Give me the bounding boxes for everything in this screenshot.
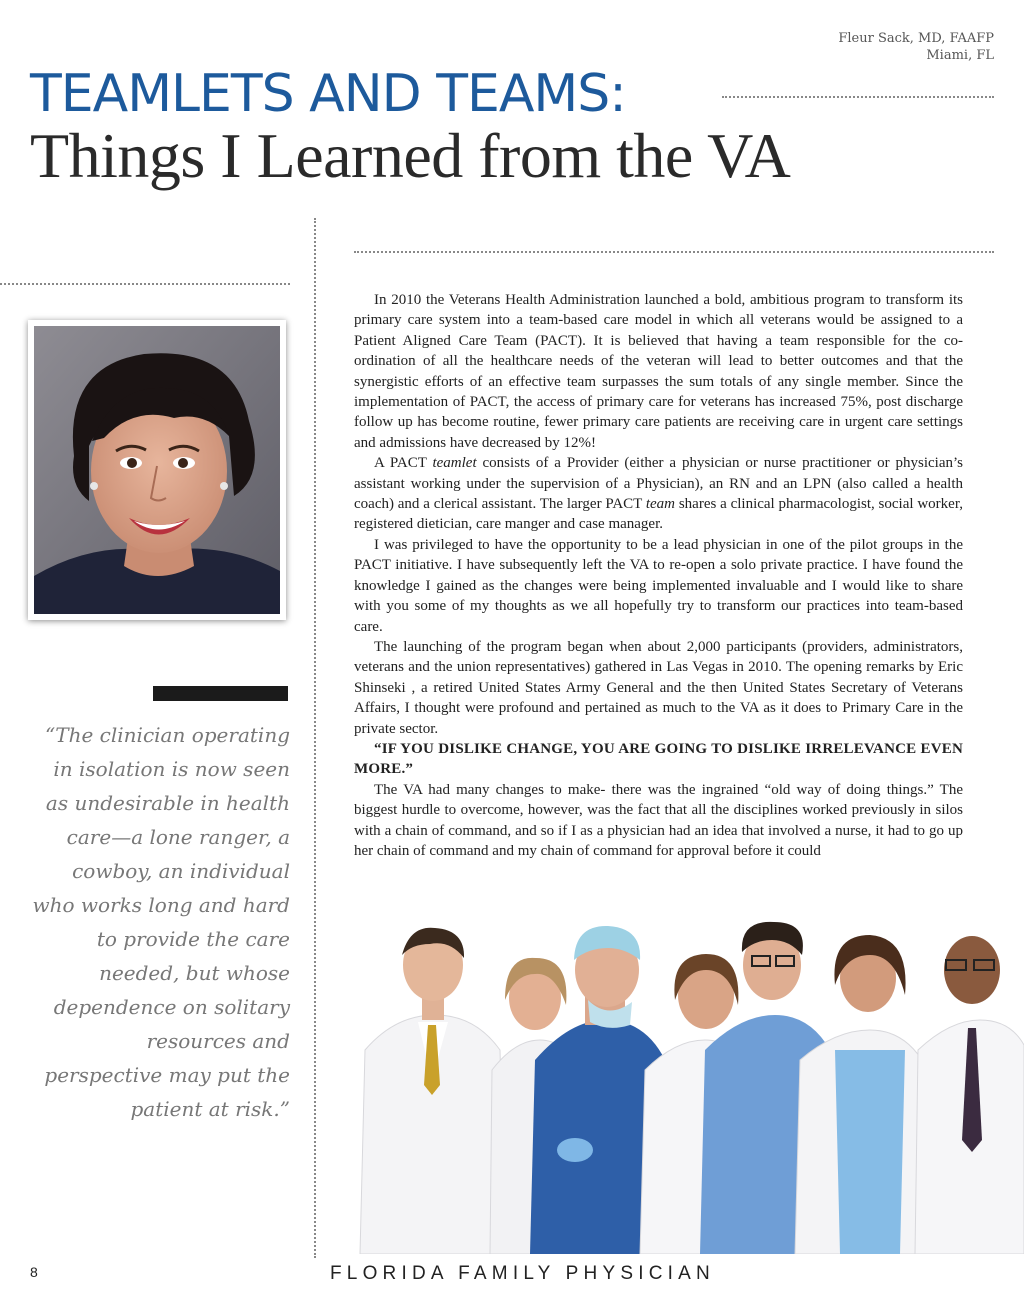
author-portrait-image [34,326,280,614]
medical-team-photo [340,910,1024,1254]
article-body [354,290,963,861]
sidebar-dotted-rule [0,283,290,285]
author-byline [838,30,994,64]
article-quote: “IF YOU DISLIKE CHANGE, YOU ARE GOING TO DISLIKE IRRELEVANCE EVEN MORE.” [354,740,963,778]
team-member-doctor-1 [360,928,505,1254]
article-paragraph: The launching of the program began when about 2,000 participants (providers, administrators, veterans and the union representatives) gathered in Las Vegas in 2010. The opening remarks by Eric Shinseki , a retired United States Army General and the then United States Secretary of Veterans Affairs, I thought were profound and pertained as much to the VA as it does to Primary Care in the private sector. [354,638,963,737]
article-paragraph: The VA had many changes to make- there was the ingrained “old way of doing things.” The biggest hurdle to overcome, however, was the fact that all the disciplines worked previously in silos with a chain of command, and so if I as a physician had an idea that involved a nurse, it had to go up her chain of command and my chain of command for approval before it could [354,781,963,859]
publication-name: FLORIDA FAMILY PHYSICIAN [330,1263,715,1284]
article-emphasis: teamlet [432,455,477,472]
author-location: Miami, FL [926,48,994,63]
page-number: 8 [30,1264,38,1280]
column-dotted-divider [314,218,316,1258]
article-emphasis: team [645,496,676,513]
article-text: A PACT [374,455,433,472]
body-dotted-rule [354,251,994,253]
article-text: shares a clinical pharmacologist, social worker, registered dietician, care manger and case manager. [354,496,963,533]
article-paragraph: I was privileged to have the opportunity to be a lead physician in one of the pilot groups in the PACT initiative. I have subsequently left the VA to re-open a solo private practice. I have found the knowledge I gained as the changes were being implemented invaluable and I would like to share with you some of my thoughts as we all hopefully try to transform our practices into team-based care. [354,536,963,635]
author-photo [28,320,286,620]
team-member-nurse-2 [795,935,925,1254]
article-paragraph: In 2010 the Veterans Health Administration launched a bold, ambitious program to transform its primary care system into a team-based care model in which all veterans would be assigned to a Patient Aligned Care Team (PACT). It is believed that having a team responsible for the co-ordination of all the healthcare needs of the veteran will lead to better outcomes and that the synergistic efforts of an effective team surpasses the sum totals of any single member. Since the implementation of PACT, the access of primary care for veterans has increased 75%, post discharge follow up has become routine, fewer primary care patients are receiving care in urgent care settings and admissions have decreased by 12%! [354,292,963,451]
article-kicker: TEAMLETS AND TEAMS: [30,64,626,124]
team-member-doctor-4 [915,936,1024,1254]
kicker-dotted-rule [722,96,994,98]
pull-quote: “The clinician operating in isolation is now seen as undesirable in health care—a lone ranger, a cowboy, an individual who works long and hard to provide the care needed, but whose dependence on solitary resources and perspective may put the patient at risk.” [32,723,290,1121]
pullquote-accent-bar [153,686,288,701]
article-title: Things I Learned from the VA [30,120,791,191]
article-text: consists of a Provider (either a physician or nurse practitioner or physician’s assistant working under the supervision of a Physician), an RN and an LPN (also called a health coach) and a clerical assistant. The larger PACT [354,455,963,513]
author-name: Fleur Sack, MD, FAAFP [838,31,994,46]
article-paragraph [354,453,963,535]
